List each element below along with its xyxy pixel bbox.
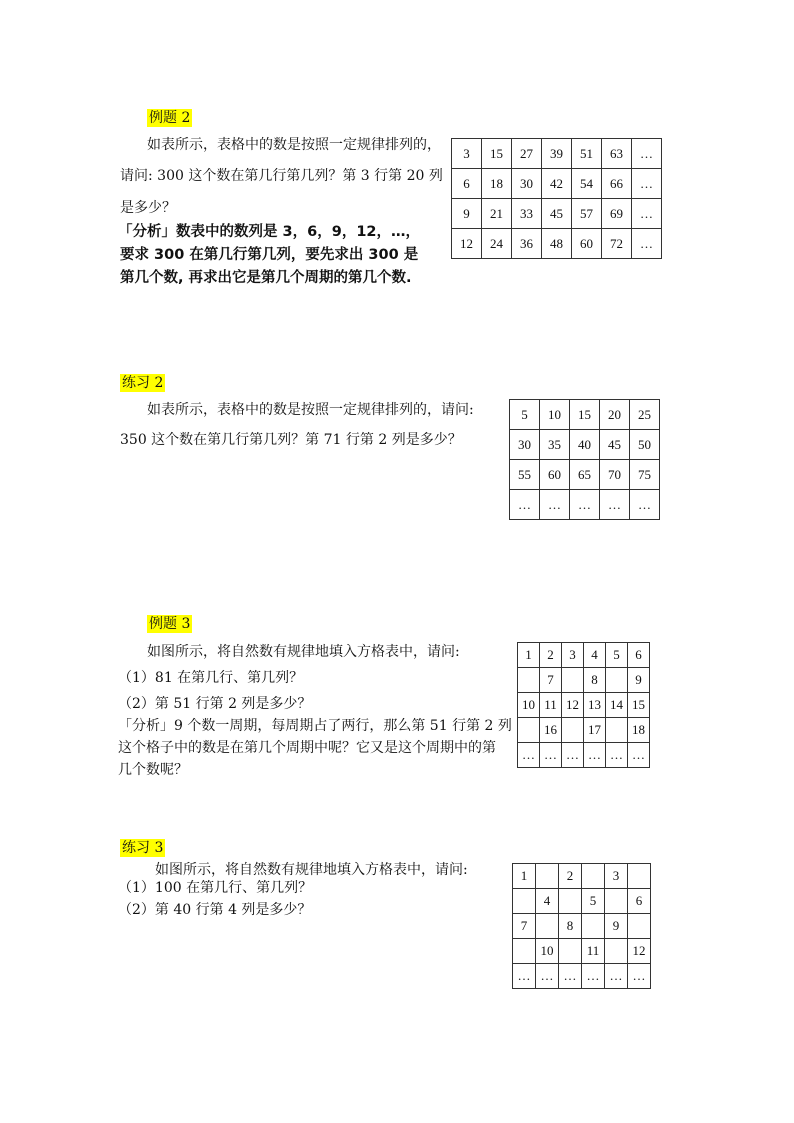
- table-cell: 7: [513, 914, 536, 939]
- table-cell: …: [559, 964, 582, 989]
- table-cell: 3: [562, 643, 584, 668]
- table-cell: …: [628, 964, 651, 989]
- table-row: [513, 964, 651, 989]
- table-cell: 9: [452, 199, 482, 229]
- example-2-analysis-3: 第几个数, 再求出它是第几个周期的第几个数.: [120, 270, 412, 286]
- table-cell: 39: [542, 139, 572, 169]
- table-cell: [513, 939, 536, 964]
- table-cell: 2: [559, 864, 582, 889]
- table-cell: …: [630, 490, 660, 520]
- table-cell: 10: [518, 693, 540, 718]
- example-3-line-1: 如图所示，将自然数有规律地填入方格表中，请问:: [147, 644, 460, 660]
- table-cell: 6: [628, 889, 651, 914]
- table-cell: 15: [570, 400, 600, 430]
- table-cell: [582, 914, 605, 939]
- table-cell: …: [632, 229, 662, 259]
- table-row: [452, 229, 662, 259]
- table-cell: 18: [628, 718, 650, 743]
- table-cell: …: [518, 743, 540, 768]
- table-cell: 18: [482, 169, 512, 199]
- table-cell: [605, 889, 628, 914]
- table-cell: 50: [630, 430, 660, 460]
- table-cell: 5: [510, 400, 540, 430]
- table-cell: 45: [600, 430, 630, 460]
- table-cell: 5: [606, 643, 628, 668]
- table-row: [510, 490, 660, 520]
- table-cell: 30: [512, 169, 542, 199]
- table-cell: 57: [572, 199, 602, 229]
- table-row: [510, 430, 660, 460]
- table-cell: 20: [600, 400, 630, 430]
- table-cell: …: [582, 964, 605, 989]
- example-2-line-3: 是多少？: [120, 200, 176, 216]
- example-2-analysis-2: 要求 300 在第几行第几列，要先求出 300 是: [120, 247, 419, 263]
- table-cell: 63: [602, 139, 632, 169]
- table-cell: [562, 718, 584, 743]
- table-row: [518, 668, 650, 693]
- table-row: [452, 139, 662, 169]
- table-cell: …: [628, 743, 650, 768]
- example-3-analysis-1: 「分析」9 个数一周期，每周期占了两行，那么第 51 行第 2 列: [118, 718, 512, 734]
- example-3-analysis-2: 这个格子中的数是在第几个周期中呢？它又是这个周期中的第: [118, 740, 496, 756]
- table-cell: …: [632, 139, 662, 169]
- table-cell: [536, 914, 559, 939]
- table-cell: 15: [628, 693, 650, 718]
- table-cell: 6: [628, 643, 650, 668]
- table-cell: 14: [606, 693, 628, 718]
- table-cell: 30: [510, 430, 540, 460]
- table-cell: 3: [605, 864, 628, 889]
- table-row: [518, 718, 650, 743]
- table-cell: 25: [630, 400, 660, 430]
- table-cell: 16: [540, 718, 562, 743]
- table-cell: 11: [540, 693, 562, 718]
- table-cell: [559, 939, 582, 964]
- table-cell: …: [600, 490, 630, 520]
- table-row: [518, 693, 650, 718]
- table-cell: 75: [630, 460, 660, 490]
- practice-2-tag: 练习 2: [122, 375, 164, 391]
- table-cell: 4: [584, 643, 606, 668]
- table-cell: …: [536, 964, 559, 989]
- table-cell: 27: [512, 139, 542, 169]
- table-cell: [606, 668, 628, 693]
- table-cell: 12: [628, 939, 651, 964]
- table-cell: 10: [540, 400, 570, 430]
- table-cell: [628, 864, 651, 889]
- table-cell: …: [606, 743, 628, 768]
- practice-2-line-1: 如表所示，表格中的数是按照一定规律排列的，请问:: [147, 402, 474, 418]
- table-cell: 36: [512, 229, 542, 259]
- example-3-tag: 例题 3: [149, 616, 191, 632]
- table-cell: 21: [482, 199, 512, 229]
- practice-3-table: [512, 863, 651, 989]
- table-cell: 8: [559, 914, 582, 939]
- table-cell: 40: [570, 430, 600, 460]
- table-cell: …: [584, 743, 606, 768]
- table-row: [452, 199, 662, 229]
- table-cell: 60: [572, 229, 602, 259]
- table-row: [513, 864, 651, 889]
- practice-3-tag: 练习 3: [122, 840, 164, 856]
- table-cell: 1: [513, 864, 536, 889]
- table-cell: 54: [572, 169, 602, 199]
- table-cell: 33: [512, 199, 542, 229]
- table-cell: …: [605, 964, 628, 989]
- table-cell: [582, 864, 605, 889]
- table-cell: 55: [510, 460, 540, 490]
- table-cell: 45: [542, 199, 572, 229]
- table-cell: 7: [540, 668, 562, 693]
- table-cell: [559, 889, 582, 914]
- table-cell: 2: [540, 643, 562, 668]
- practice-2-table: [509, 399, 660, 520]
- table-cell: 13: [584, 693, 606, 718]
- table-cell: …: [510, 490, 540, 520]
- table-cell: …: [540, 490, 570, 520]
- table-cell: 72: [602, 229, 632, 259]
- table-cell: [606, 718, 628, 743]
- practice-3-question-1: （1）100 在第几行、第几列？: [118, 880, 313, 896]
- table-cell: 1: [518, 643, 540, 668]
- example-2-line-2: 请问: 300 这个数在第几行第几列？第 3 行第 20 列: [120, 168, 443, 184]
- table-cell: [536, 864, 559, 889]
- table-cell: 69: [602, 199, 632, 229]
- example-3-question-2: （2）第 51 行第 2 列是多少？: [118, 696, 312, 712]
- table-cell: 48: [542, 229, 572, 259]
- example-3-analysis-3: 几个数呢？: [118, 762, 188, 778]
- table-row: [518, 643, 650, 668]
- example-2-line-1: 如表所示，表格中的数是按照一定规律排列的，: [147, 137, 441, 153]
- table-cell: 42: [542, 169, 572, 199]
- table-cell: 65: [570, 460, 600, 490]
- table-cell: 9: [605, 914, 628, 939]
- table-row: [510, 400, 660, 430]
- table-cell: …: [570, 490, 600, 520]
- table-cell: 66: [602, 169, 632, 199]
- example-3-question-1: （1）81 在第几行、第几列？: [118, 670, 304, 686]
- practice-2-line-2: 350 这个数在第几行第几列？第 71 行第 2 列是多少？: [120, 432, 462, 448]
- table-cell: 12: [452, 229, 482, 259]
- table-cell: …: [562, 743, 584, 768]
- table-cell: 70: [600, 460, 630, 490]
- table-cell: …: [632, 199, 662, 229]
- table-row: [513, 939, 651, 964]
- table-row: [452, 169, 662, 199]
- table-cell: 24: [482, 229, 512, 259]
- table-cell: [518, 718, 540, 743]
- table-cell: 35: [540, 430, 570, 460]
- table-cell: 60: [540, 460, 570, 490]
- table-row: [513, 889, 651, 914]
- table-cell: 15: [482, 139, 512, 169]
- table-cell: [605, 939, 628, 964]
- table-cell: 3: [452, 139, 482, 169]
- table-cell: 12: [562, 693, 584, 718]
- table-cell: 51: [572, 139, 602, 169]
- table-cell: …: [513, 964, 536, 989]
- table-cell: …: [540, 743, 562, 768]
- table-cell: 9: [628, 668, 650, 693]
- table-cell: 11: [582, 939, 605, 964]
- table-cell: 8: [584, 668, 606, 693]
- table-cell: [518, 668, 540, 693]
- table-cell: …: [632, 169, 662, 199]
- table-cell: 10: [536, 939, 559, 964]
- example-2-tag: 例题 2: [149, 110, 191, 126]
- table-row: [518, 743, 650, 768]
- table-cell: [513, 889, 536, 914]
- table-cell: 5: [582, 889, 605, 914]
- table-row: [513, 914, 651, 939]
- table-cell: 17: [584, 718, 606, 743]
- table-row: [510, 460, 660, 490]
- table-cell: [562, 668, 584, 693]
- example-2-table: [451, 138, 662, 259]
- example-2-analysis-1: 「分析」数表中的数列是 3，6，9，12，…，: [118, 224, 420, 240]
- practice-3-line-1: 如图所示，将自然数有规律地填入方格表中，请问:: [155, 862, 468, 878]
- practice-3-question-2: （2）第 40 行第 4 列是多少？: [118, 902, 312, 918]
- table-cell: 4: [536, 889, 559, 914]
- table-cell: [628, 914, 651, 939]
- example-3-table: [517, 642, 650, 768]
- table-cell: 6: [452, 169, 482, 199]
